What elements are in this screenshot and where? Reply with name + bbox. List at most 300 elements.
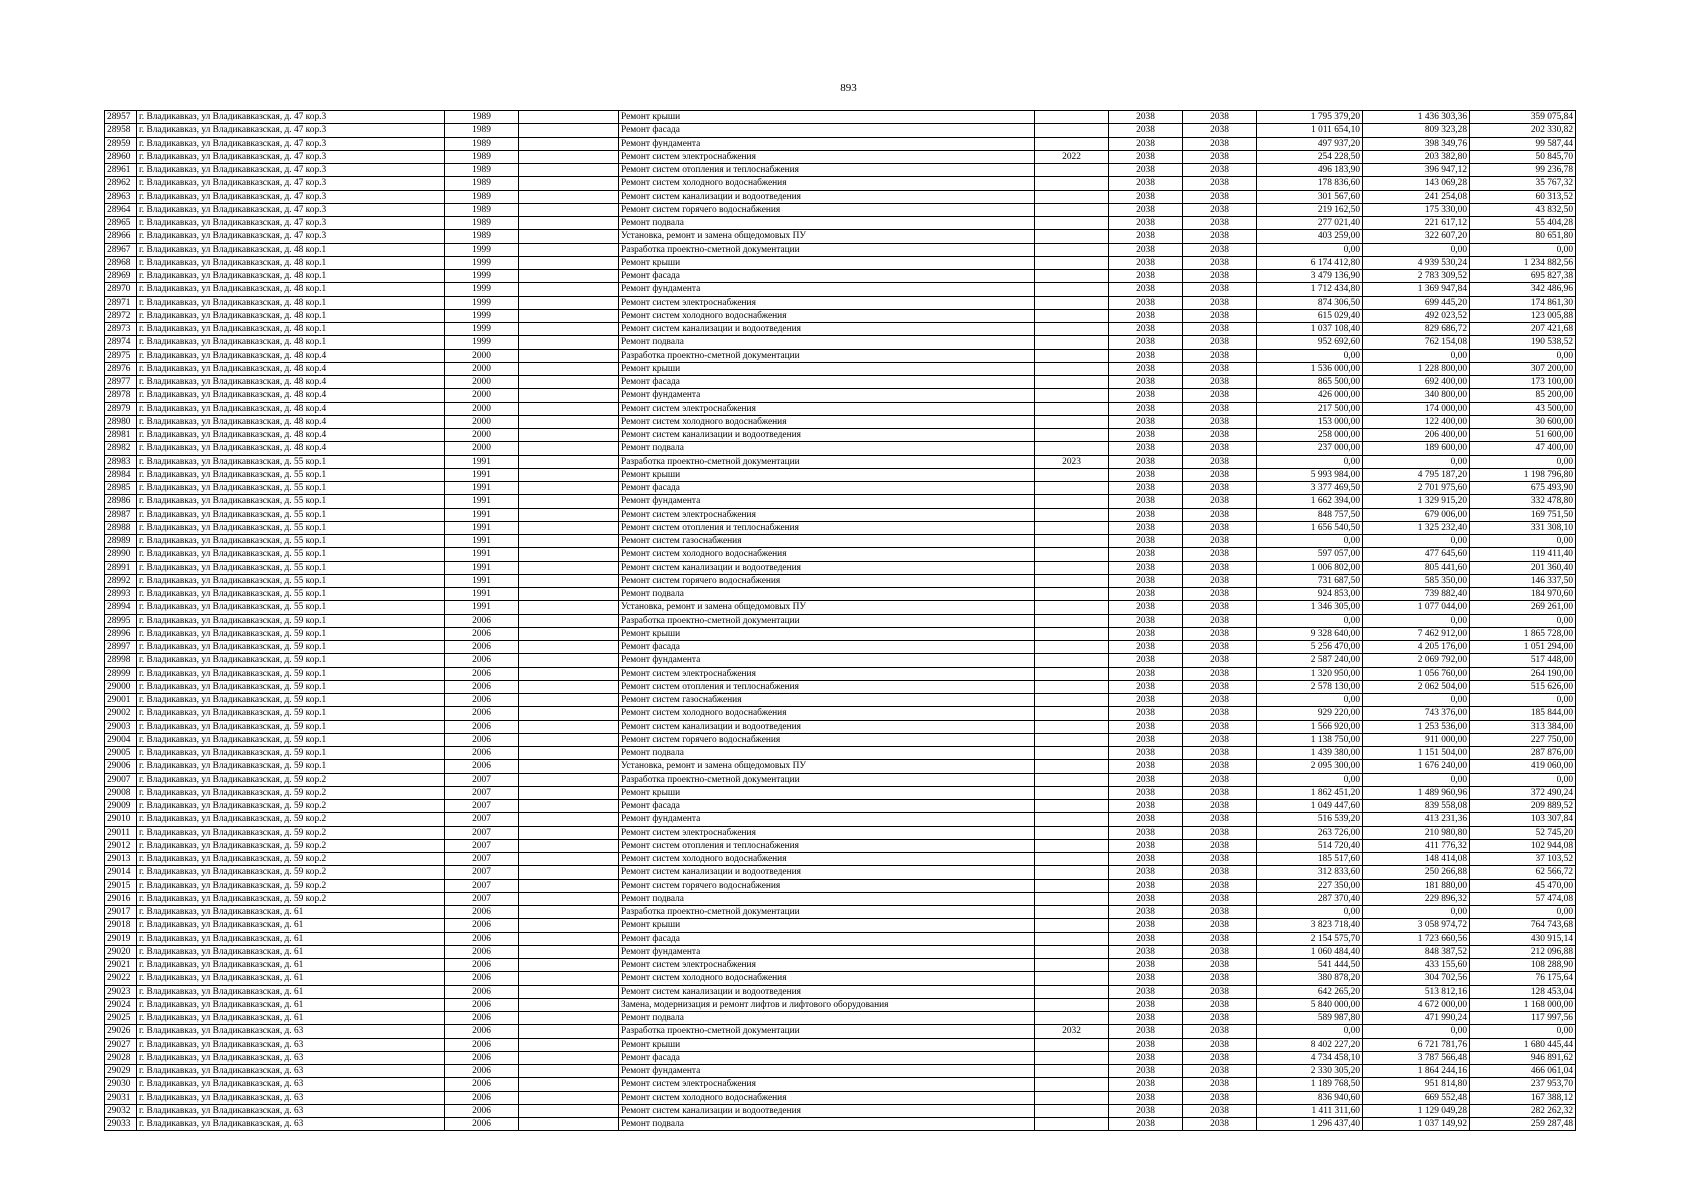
cell-build-year: 2006 (445, 641, 519, 654)
cell-total-cost: 277 021,40 (1257, 217, 1363, 230)
cell-owner-cost: 62 566,72 (1470, 866, 1576, 879)
cell-address: г. Владикавказ, ул Владикавказская, д. 55 кор.1 (137, 548, 445, 561)
cell-end-year: 2038 (1183, 164, 1257, 177)
cell-blank-col (519, 985, 619, 998)
cell-fund-cost: 143 069,28 (1363, 177, 1470, 190)
cell-fund-cost: 1 436 303,36 (1363, 111, 1470, 124)
cell-start-year: 2038 (1109, 402, 1183, 415)
cell-end-year: 2038 (1183, 601, 1257, 614)
cell-address: г. Владикавказ, ул Владикавказская, д. 63 (137, 1091, 445, 1104)
cell-blank-col (519, 866, 619, 879)
cell-total-cost: 615 029,40 (1257, 309, 1363, 322)
cell-work-type: Ремонт систем канализации и водоотведения (619, 985, 1035, 998)
cell-owner-cost: 237 953,70 (1470, 1078, 1576, 1091)
cell-work-type: Ремонт фундамента (619, 283, 1035, 296)
cell-address: г. Владикавказ, ул Владикавказская, д. 48 кор.1 (137, 256, 445, 269)
cell-row-number: 28975 (105, 349, 137, 362)
cell-end-year: 2038 (1183, 561, 1257, 574)
cell-blank-col (519, 190, 619, 203)
table-row (105, 362, 1576, 375)
cell-start-year: 2038 (1109, 998, 1183, 1011)
cell-build-year: 2006 (445, 985, 519, 998)
cell-total-cost: 1 536 000,00 (1257, 362, 1363, 375)
cell-build-year: 1991 (445, 561, 519, 574)
cell-fund-cost: 809 323,28 (1363, 124, 1470, 137)
cell-address: г. Владикавказ, ул Владикавказская, д. 55 кор.1 (137, 535, 445, 548)
cell-build-year: 2007 (445, 800, 519, 813)
cell-owner-cost: 209 889,52 (1470, 800, 1576, 813)
cell-blank-col (519, 150, 619, 163)
table-row (105, 614, 1576, 627)
cell-start-year: 2038 (1109, 919, 1183, 932)
cell-blank-col (519, 601, 619, 614)
cell-fund-cost: 1 676 240,00 (1363, 760, 1470, 773)
cell-end-year: 2038 (1183, 203, 1257, 216)
cell-owner-cost: 0,00 (1470, 535, 1576, 548)
cell-end-year: 2038 (1183, 137, 1257, 150)
cell-start-year: 2038 (1109, 853, 1183, 866)
cell-end-year: 2038 (1183, 217, 1257, 230)
cell-owner-cost: 207 421,68 (1470, 323, 1576, 336)
table-row (105, 535, 1576, 548)
cell-owner-cost: 0,00 (1470, 906, 1576, 919)
cell-plan-year (1035, 111, 1109, 124)
cell-build-year: 1989 (445, 137, 519, 150)
cell-work-type: Установка, ремонт и замена общедомовых ПУ (619, 230, 1035, 243)
cell-fund-cost: 513 812,16 (1363, 985, 1470, 998)
cell-build-year: 1991 (445, 482, 519, 495)
cell-plan-year (1035, 309, 1109, 322)
cell-row-number: 29008 (105, 786, 137, 799)
cell-end-year: 2038 (1183, 773, 1257, 786)
cell-end-year: 2038 (1183, 879, 1257, 892)
cell-row-number: 29033 (105, 1118, 137, 1131)
cell-plan-year: 2022 (1035, 150, 1109, 163)
cell-end-year: 2038 (1183, 800, 1257, 813)
cell-fund-cost: 411 776,32 (1363, 839, 1470, 852)
table-row (105, 1065, 1576, 1078)
cell-owner-cost: 1 865 728,00 (1470, 627, 1576, 640)
cell-plan-year (1035, 389, 1109, 402)
cell-address: г. Владикавказ, ул Владикавказская, д. 47 кор.3 (137, 203, 445, 216)
cell-plan-year (1035, 468, 1109, 481)
cell-row-number: 28979 (105, 402, 137, 415)
cell-plan-year (1035, 773, 1109, 786)
cell-owner-cost: 119 411,40 (1470, 548, 1576, 561)
cell-total-cost: 1 656 540,50 (1257, 521, 1363, 534)
cell-end-year: 2038 (1183, 1091, 1257, 1104)
cell-work-type: Ремонт систем холодного водоснабжения (619, 853, 1035, 866)
cell-row-number: 29012 (105, 839, 137, 852)
cell-address: г. Владикавказ, ул Владикавказская, д. 63 (137, 1078, 445, 1091)
cell-blank-col (519, 349, 619, 362)
cell-address: г. Владикавказ, ул Владикавказская, д. 55 кор.1 (137, 508, 445, 521)
cell-fund-cost: 471 990,24 (1363, 1012, 1470, 1025)
cell-end-year: 2038 (1183, 283, 1257, 296)
cell-work-type: Ремонт крыши (619, 786, 1035, 799)
cell-owner-cost: 76 175,64 (1470, 972, 1576, 985)
cell-work-type: Ремонт подвала (619, 588, 1035, 601)
cell-work-type: Ремонт подвала (619, 217, 1035, 230)
cell-work-type: Ремонт фасада (619, 482, 1035, 495)
cell-address: г. Владикавказ, ул Владикавказская, д. 48 кор.1 (137, 309, 445, 322)
cell-address: г. Владикавказ, ул Владикавказская, д. 47 кор.3 (137, 230, 445, 243)
cell-start-year: 2038 (1109, 217, 1183, 230)
cell-total-cost: 380 878,20 (1257, 972, 1363, 985)
cell-start-year: 2038 (1109, 415, 1183, 428)
cell-total-cost: 0,00 (1257, 535, 1363, 548)
cell-start-year: 2038 (1109, 243, 1183, 256)
cell-row-number: 28999 (105, 667, 137, 680)
cell-blank-col (519, 203, 619, 216)
cell-work-type: Ремонт систем электроснабжения (619, 296, 1035, 309)
cell-build-year: 2006 (445, 760, 519, 773)
cell-owner-cost: 117 997,56 (1470, 1012, 1576, 1025)
cell-start-year: 2038 (1109, 813, 1183, 826)
table-row (105, 1025, 1576, 1038)
cell-total-cost: 3 823 718,40 (1257, 919, 1363, 932)
cell-fund-cost: 1 056 760,00 (1363, 667, 1470, 680)
cell-blank-col (519, 972, 619, 985)
cell-total-cost: 5 993 984,00 (1257, 468, 1363, 481)
cell-address: г. Владикавказ, ул Владикавказская, д. 48 кор.1 (137, 296, 445, 309)
cell-end-year: 2038 (1183, 707, 1257, 720)
cell-build-year: 2006 (445, 720, 519, 733)
cell-row-number: 29019 (105, 932, 137, 945)
cell-fund-cost: 679 006,00 (1363, 508, 1470, 521)
cell-plan-year (1035, 415, 1109, 428)
cell-address: г. Владикавказ, ул Владикавказская, д. 63 (137, 1038, 445, 1051)
cell-address: г. Владикавказ, ул Владикавказская, д. 63 (137, 1118, 445, 1131)
cell-owner-cost: 202 330,82 (1470, 124, 1576, 137)
cell-work-type: Ремонт систем холодного водоснабжения (619, 548, 1035, 561)
cell-work-type: Ремонт систем канализации и водоотведения (619, 429, 1035, 442)
cell-row-number: 28966 (105, 230, 137, 243)
cell-start-year: 2038 (1109, 468, 1183, 481)
cell-total-cost: 1 712 434,80 (1257, 283, 1363, 296)
cell-build-year: 1999 (445, 256, 519, 269)
cell-build-year: 2006 (445, 919, 519, 932)
cell-total-cost: 1 006 802,00 (1257, 561, 1363, 574)
cell-fund-cost: 1 864 244,16 (1363, 1065, 1470, 1078)
cell-owner-cost: 282 262,32 (1470, 1104, 1576, 1117)
cell-fund-cost: 0,00 (1363, 349, 1470, 362)
cell-build-year: 1989 (445, 230, 519, 243)
cell-work-type: Ремонт фундамента (619, 654, 1035, 667)
cell-build-year: 1989 (445, 150, 519, 163)
cell-plan-year: 2032 (1035, 1025, 1109, 1038)
cell-row-number: 29005 (105, 747, 137, 760)
cell-build-year: 2006 (445, 1104, 519, 1117)
cell-work-type: Ремонт подвала (619, 336, 1035, 349)
cell-total-cost: 3 479 136,90 (1257, 270, 1363, 283)
cell-start-year: 2038 (1109, 203, 1183, 216)
cell-plan-year (1035, 124, 1109, 137)
cell-address: г. Владикавказ, ул Владикавказская, д. 47 кор.3 (137, 124, 445, 137)
cell-owner-cost: 946 891,62 (1470, 1051, 1576, 1064)
cell-work-type: Ремонт систем электроснабжения (619, 508, 1035, 521)
cell-plan-year (1035, 230, 1109, 243)
cell-fund-cost: 2 783 309,52 (1363, 270, 1470, 283)
cell-total-cost: 1 049 447,60 (1257, 800, 1363, 813)
cell-total-cost: 497 937,20 (1257, 137, 1363, 150)
cell-work-type: Ремонт систем горячего водоснабжения (619, 733, 1035, 746)
cell-blank-col (519, 826, 619, 839)
cell-blank-col (519, 256, 619, 269)
cell-blank-col (519, 839, 619, 852)
cell-total-cost: 0,00 (1257, 773, 1363, 786)
table-row (105, 336, 1576, 349)
cell-blank-col (519, 654, 619, 667)
cell-end-year: 2038 (1183, 1051, 1257, 1064)
cell-owner-cost: 1 680 445,44 (1470, 1038, 1576, 1051)
cell-address: г. Владикавказ, ул Владикавказская, д. 48 кор.4 (137, 389, 445, 402)
cell-blank-col (519, 627, 619, 640)
cell-work-type: Ремонт систем холодного водоснабжения (619, 415, 1035, 428)
cell-start-year: 2038 (1109, 1078, 1183, 1091)
cell-plan-year (1035, 1118, 1109, 1131)
cell-blank-col (519, 442, 619, 455)
cell-build-year: 2006 (445, 733, 519, 746)
cell-total-cost: 5 256 470,00 (1257, 641, 1363, 654)
cell-plan-year (1035, 1104, 1109, 1117)
cell-work-type: Ремонт фасада (619, 376, 1035, 389)
cell-owner-cost: 190 538,52 (1470, 336, 1576, 349)
cell-build-year: 1991 (445, 548, 519, 561)
cell-owner-cost: 57 474,08 (1470, 892, 1576, 905)
cell-row-number: 28995 (105, 614, 137, 627)
cell-address: г. Владикавказ, ул Владикавказская, д. 59 кор.1 (137, 694, 445, 707)
cell-address: г. Владикавказ, ул Владикавказская, д. 59 кор.1 (137, 654, 445, 667)
cell-total-cost: 219 162,50 (1257, 203, 1363, 216)
cell-address: г. Владикавказ, ул Владикавказская, д. 47 кор.3 (137, 150, 445, 163)
cell-end-year: 2038 (1183, 839, 1257, 852)
cell-fund-cost: 0,00 (1363, 1025, 1470, 1038)
cell-work-type: Ремонт подвала (619, 442, 1035, 455)
cell-address: г. Владикавказ, ул Владикавказская, д. 47 кор.3 (137, 164, 445, 177)
cell-row-number: 29023 (105, 985, 137, 998)
cell-end-year: 2038 (1183, 468, 1257, 481)
cell-row-number: 28993 (105, 588, 137, 601)
table-row (105, 601, 1576, 614)
cell-total-cost: 874 306,50 (1257, 296, 1363, 309)
cell-work-type: Установка, ремонт и замена общедомовых ПУ (619, 760, 1035, 773)
table-row (105, 720, 1576, 733)
cell-plan-year (1035, 1051, 1109, 1064)
cell-start-year: 2038 (1109, 588, 1183, 601)
cell-owner-cost: 675 493,90 (1470, 482, 1576, 495)
cell-blank-col (519, 561, 619, 574)
cell-fund-cost: 148 414,08 (1363, 853, 1470, 866)
cell-work-type: Ремонт крыши (619, 468, 1035, 481)
cell-row-number: 28980 (105, 415, 137, 428)
cell-address: г. Владикавказ, ул Владикавказская, д. 59 кор.2 (137, 773, 445, 786)
cell-row-number: 29026 (105, 1025, 137, 1038)
cell-plan-year (1035, 1038, 1109, 1051)
cell-row-number: 29000 (105, 680, 137, 693)
cell-address: г. Владикавказ, ул Владикавказская, д. 59 кор.2 (137, 866, 445, 879)
cell-row-number: 28996 (105, 627, 137, 640)
cell-address: г. Владикавказ, ул Владикавказская, д. 55 кор.1 (137, 468, 445, 481)
cell-end-year: 2038 (1183, 296, 1257, 309)
cell-work-type: Ремонт крыши (619, 1038, 1035, 1051)
cell-build-year: 1989 (445, 203, 519, 216)
cell-total-cost: 1 662 394,00 (1257, 495, 1363, 508)
cell-address: г. Владикавказ, ул Владикавказская, д. 47 кор.3 (137, 190, 445, 203)
cell-plan-year (1035, 535, 1109, 548)
cell-address: г. Владикавказ, ул Владикавказская, д. 48 кор.1 (137, 283, 445, 296)
cell-row-number: 29014 (105, 866, 137, 879)
cell-owner-cost: 30 600,00 (1470, 415, 1576, 428)
cell-build-year: 2006 (445, 959, 519, 972)
cell-start-year: 2038 (1109, 482, 1183, 495)
cell-owner-cost: 313 384,00 (1470, 720, 1576, 733)
cell-address: г. Владикавказ, ул Владикавказская, д. 48 кор.4 (137, 349, 445, 362)
cell-plan-year (1035, 508, 1109, 521)
cell-end-year: 2038 (1183, 959, 1257, 972)
cell-address: г. Владикавказ, ул Владикавказская, д. 61 (137, 972, 445, 985)
cell-plan-year (1035, 1065, 1109, 1078)
cell-owner-cost: 0,00 (1470, 773, 1576, 786)
cell-address: г. Владикавказ, ул Владикавказская, д. 59 кор.1 (137, 707, 445, 720)
cell-end-year: 2038 (1183, 826, 1257, 839)
cell-blank-col (519, 945, 619, 958)
cell-blank-col (519, 164, 619, 177)
cell-row-number: 28991 (105, 561, 137, 574)
cell-address: г. Владикавказ, ул Владикавказская, д. 55 кор.1 (137, 561, 445, 574)
cell-work-type: Ремонт фасада (619, 932, 1035, 945)
cell-plan-year (1035, 853, 1109, 866)
cell-row-number: 28987 (105, 508, 137, 521)
cell-blank-col (519, 1065, 619, 1078)
cell-fund-cost: 175 330,00 (1363, 203, 1470, 216)
cell-address: г. Владикавказ, ул Владикавказская, д. 48 кор.4 (137, 415, 445, 428)
cell-work-type: Ремонт систем холодного водоснабжения (619, 707, 1035, 720)
cell-build-year: 1989 (445, 124, 519, 137)
cell-start-year: 2038 (1109, 959, 1183, 972)
cell-plan-year (1035, 720, 1109, 733)
cell-start-year: 2038 (1109, 548, 1183, 561)
cell-address: г. Владикавказ, ул Владикавказская, д. 59 кор.1 (137, 627, 445, 640)
cell-owner-cost: 466 061,04 (1470, 1065, 1576, 1078)
cell-total-cost: 153 000,00 (1257, 415, 1363, 428)
cell-work-type: Ремонт систем холодного водоснабжения (619, 972, 1035, 985)
cell-owner-cost: 259 287,48 (1470, 1118, 1576, 1131)
cell-fund-cost: 762 154,08 (1363, 336, 1470, 349)
cell-blank-col (519, 813, 619, 826)
cell-start-year: 2038 (1109, 760, 1183, 773)
table-row (105, 150, 1576, 163)
cell-row-number: 28972 (105, 309, 137, 322)
cell-owner-cost: 419 060,00 (1470, 760, 1576, 773)
cell-blank-col (519, 124, 619, 137)
cell-plan-year (1035, 906, 1109, 919)
cell-fund-cost: 2 069 792,00 (1363, 654, 1470, 667)
cell-build-year: 1999 (445, 243, 519, 256)
cell-work-type: Разработка проектно-сметной документации (619, 773, 1035, 786)
cell-owner-cost: 146 337,50 (1470, 574, 1576, 587)
cell-start-year: 2038 (1109, 866, 1183, 879)
cell-end-year: 2038 (1183, 574, 1257, 587)
table-row (105, 137, 1576, 150)
cell-work-type: Ремонт подвала (619, 1118, 1035, 1131)
cell-row-number: 29032 (105, 1104, 137, 1117)
cell-start-year: 2038 (1109, 680, 1183, 693)
cell-end-year: 2038 (1183, 389, 1257, 402)
cell-build-year: 2000 (445, 429, 519, 442)
cell-build-year: 1999 (445, 336, 519, 349)
cell-blank-col (519, 932, 619, 945)
cell-work-type: Ремонт систем отопления и теплоснабжения (619, 521, 1035, 534)
cell-row-number: 29013 (105, 853, 137, 866)
cell-build-year: 1999 (445, 296, 519, 309)
cell-owner-cost: 123 005,88 (1470, 309, 1576, 322)
table-body (105, 111, 1576, 1131)
cell-plan-year (1035, 588, 1109, 601)
cell-work-type: Ремонт фундамента (619, 495, 1035, 508)
cell-end-year: 2038 (1183, 124, 1257, 137)
cell-row-number: 28990 (105, 548, 137, 561)
cell-plan-year (1035, 190, 1109, 203)
cell-address: г. Владикавказ, ул Владикавказская, д. 48 кор.1 (137, 323, 445, 336)
cell-row-number: 29015 (105, 879, 137, 892)
table-row (105, 1091, 1576, 1104)
cell-build-year: 2006 (445, 707, 519, 720)
table-row (105, 561, 1576, 574)
cell-address: г. Владикавказ, ул Владикавказская, д. 47 кор.3 (137, 137, 445, 150)
cell-build-year: 1991 (445, 535, 519, 548)
cell-end-year: 2038 (1183, 362, 1257, 375)
cell-address: г. Владикавказ, ул Владикавказская, д. 48 кор.4 (137, 442, 445, 455)
table-row (105, 800, 1576, 813)
cell-total-cost: 185 517,60 (1257, 853, 1363, 866)
cell-end-year: 2038 (1183, 1038, 1257, 1051)
cell-build-year: 2006 (445, 932, 519, 945)
cell-address: г. Владикавказ, ул Владикавказская, д. 61 (137, 1012, 445, 1025)
cell-work-type: Разработка проектно-сметной документации (619, 243, 1035, 256)
cell-fund-cost: 6 721 781,76 (1363, 1038, 1470, 1051)
cell-end-year: 2038 (1183, 680, 1257, 693)
cell-end-year: 2038 (1183, 190, 1257, 203)
cell-address: г. Владикавказ, ул Владикавказская, д. 61 (137, 932, 445, 945)
cell-end-year: 2038 (1183, 972, 1257, 985)
cell-owner-cost: 1 051 294,00 (1470, 641, 1576, 654)
cell-build-year: 2000 (445, 415, 519, 428)
cell-row-number: 29007 (105, 773, 137, 786)
cell-total-cost: 1 296 437,40 (1257, 1118, 1363, 1131)
cell-row-number: 29024 (105, 998, 137, 1011)
cell-plan-year (1035, 998, 1109, 1011)
repair-program-table (104, 110, 1576, 1131)
cell-total-cost: 237 000,00 (1257, 442, 1363, 455)
cell-fund-cost: 4 672 000,00 (1363, 998, 1470, 1011)
cell-end-year: 2038 (1183, 627, 1257, 640)
cell-build-year: 1991 (445, 601, 519, 614)
cell-total-cost: 8 402 227,20 (1257, 1038, 1363, 1051)
cell-total-cost: 426 000,00 (1257, 389, 1363, 402)
table-row (105, 256, 1576, 269)
cell-address: г. Владикавказ, ул Владикавказская, д. 48 кор.4 (137, 362, 445, 375)
cell-work-type: Ремонт систем канализации и водоотведения (619, 190, 1035, 203)
cell-plan-year (1035, 495, 1109, 508)
cell-fund-cost: 1 228 800,00 (1363, 362, 1470, 375)
table-row (105, 203, 1576, 216)
cell-total-cost: 1 862 451,20 (1257, 786, 1363, 799)
cell-address: г. Владикавказ, ул Владикавказская, д. 61 (137, 985, 445, 998)
cell-work-type: Разработка проектно-сметной документации (619, 906, 1035, 919)
cell-owner-cost: 43 500,00 (1470, 402, 1576, 415)
table-row (105, 376, 1576, 389)
